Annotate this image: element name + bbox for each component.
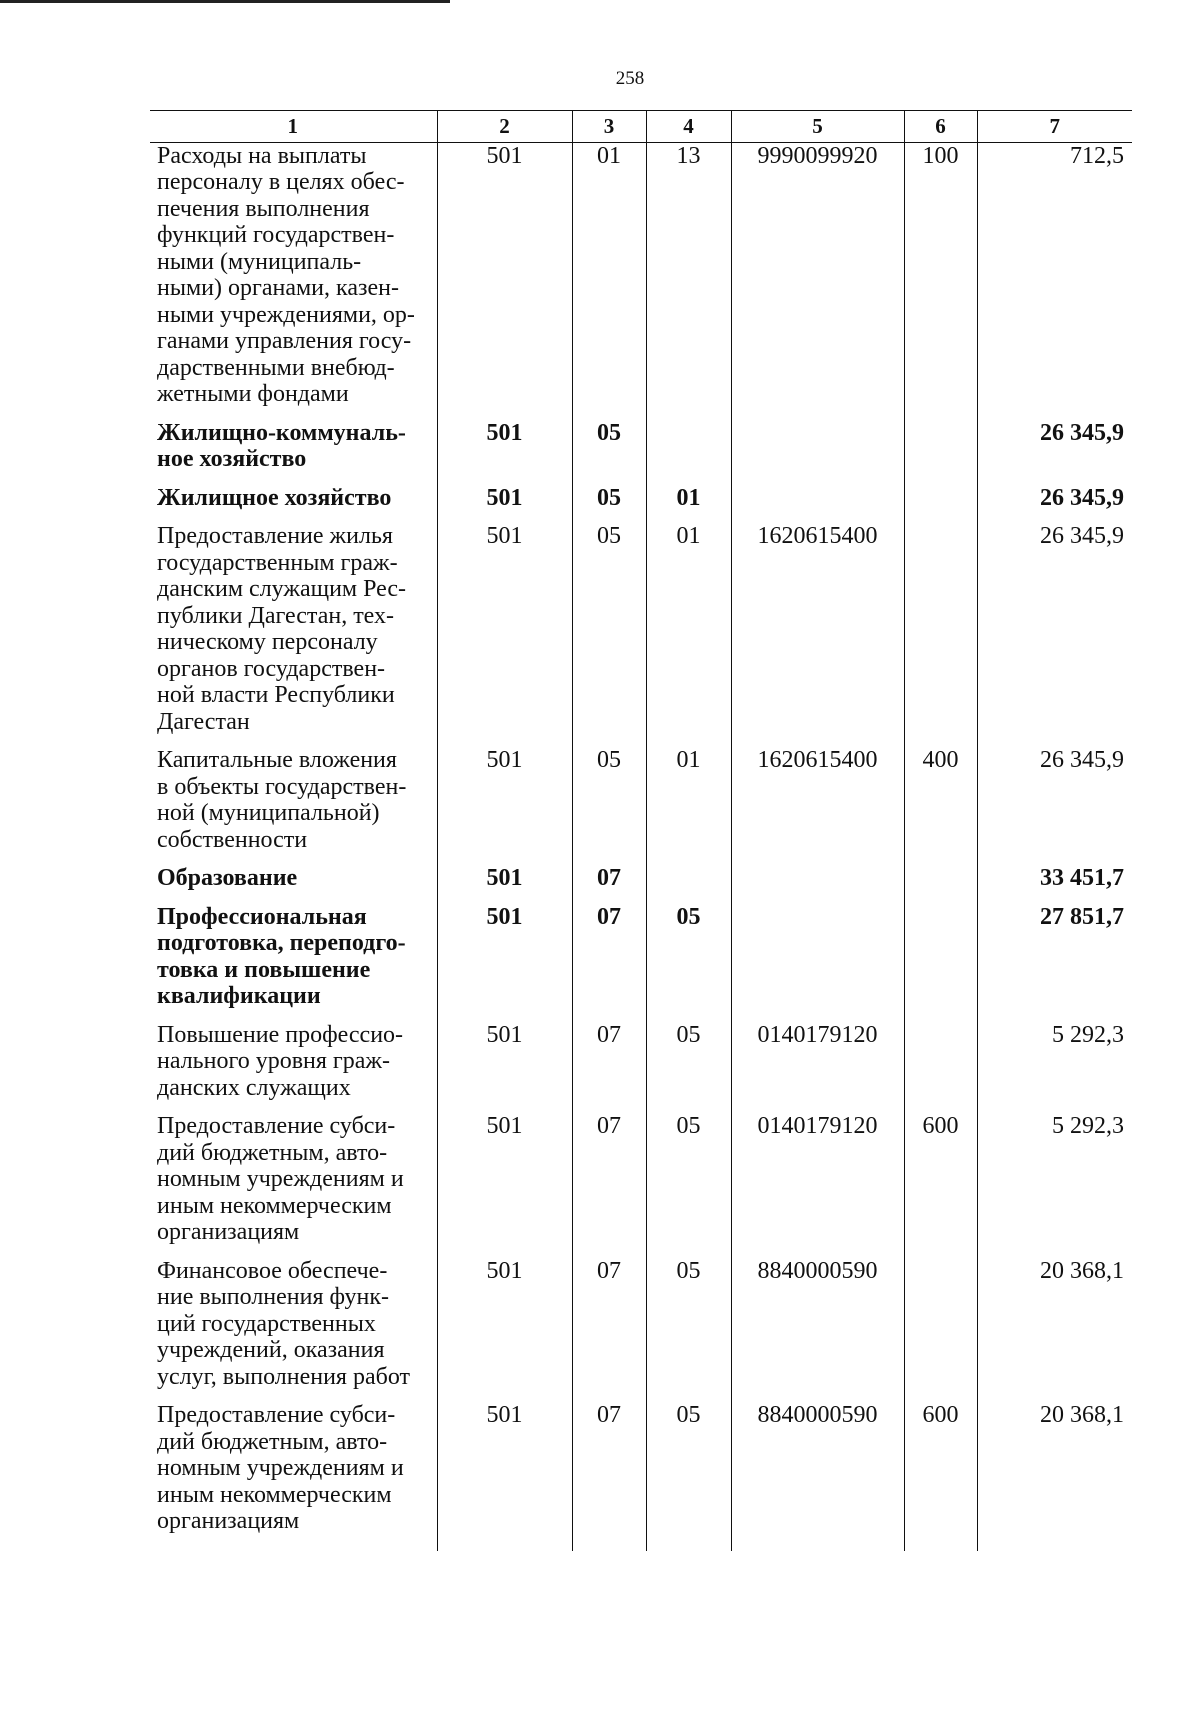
cell-target-article: 1620615400: [731, 523, 904, 747]
cell-amount: 26 345,9: [977, 747, 1132, 865]
cell-code: 501: [437, 1113, 572, 1258]
cell-expense-type: [904, 865, 977, 904]
cell-amount: 33 451,7: [977, 865, 1132, 904]
column-header: 4: [646, 111, 731, 143]
cell-section: 07: [572, 1113, 646, 1258]
row-description: Образование: [157, 865, 298, 891]
cell-subsection: 13: [646, 142, 731, 420]
cell-code: 501: [437, 904, 572, 1022]
cell-expense-type: [904, 523, 977, 747]
cell-code: 501: [437, 142, 572, 420]
table-row: [150, 420, 1132, 485]
cell-expense-type: [904, 904, 977, 1022]
cell-subsection: 01: [646, 523, 731, 747]
cell-target-article: 0140179120: [731, 1113, 904, 1258]
scan-top-edge: [0, 0, 450, 3]
cell-section: 07: [572, 1022, 646, 1114]
cell-expense-type: [904, 1022, 977, 1114]
cell-expense-type: 600: [904, 1402, 977, 1551]
cell-section: 07: [572, 865, 646, 904]
cell-code: 501: [437, 1258, 572, 1403]
budget-table: [150, 110, 1132, 1551]
row-description: Капитальные вложения в объекты государствен- ной (муниципальной) собственности: [157, 747, 407, 853]
cell-amount: 20 368,1: [977, 1258, 1132, 1403]
row-description: Предоставление субси- дий бюджетным, авто- номным учреждениям и иным некоммерческим организациям: [157, 1402, 404, 1534]
table-row: [150, 865, 1132, 904]
column-header: 7: [977, 111, 1132, 143]
table-header-row: [150, 111, 1132, 143]
cell-subsection: 01: [646, 485, 731, 524]
row-description: Предоставление субси- дий бюджетным, авто- номным учреждениям и иным некоммерческим организациям: [157, 1113, 404, 1245]
cell-expense-type: [904, 1258, 977, 1403]
cell-target-article: [731, 904, 904, 1022]
cell-amount: 26 345,9: [977, 420, 1132, 485]
cell-section: 07: [572, 904, 646, 1022]
cell-amount: 27 851,7: [977, 904, 1132, 1022]
table-row: [150, 1022, 1132, 1114]
cell-target-article: 8840000590: [731, 1402, 904, 1551]
cell-code: 501: [437, 1402, 572, 1551]
cell-subsection: 01: [646, 747, 731, 865]
cell-section: 05: [572, 747, 646, 865]
column-header: 2: [437, 111, 572, 143]
table-row: [150, 1402, 1132, 1551]
cell-amount: 26 345,9: [977, 485, 1132, 524]
cell-target-article: 0140179120: [731, 1022, 904, 1114]
cell-section: 05: [572, 485, 646, 524]
row-description: Профессиональная подготовка, переподго- товка и повышение квалификации: [157, 903, 406, 1009]
cell-section: 05: [572, 523, 646, 747]
cell-code: 501: [437, 1022, 572, 1114]
cell-subsection: 05: [646, 1113, 731, 1258]
cell-subsection: [646, 420, 731, 485]
cell-amount: 5 292,3: [977, 1022, 1132, 1114]
table-row: [150, 1113, 1132, 1258]
row-description: Финансовое обеспече- ние выполнения функ- ций государственных учреждений, оказания услуг, выполнения работ: [157, 1257, 410, 1390]
row-description: Жилищное хозяйство: [157, 484, 392, 511]
cell-target-article: [731, 865, 904, 904]
table-row: [150, 485, 1132, 524]
cell-target-article: 8840000590: [731, 1258, 904, 1403]
column-header: 6: [904, 111, 977, 143]
cell-section: 07: [572, 1258, 646, 1403]
cell-amount: 5 292,3: [977, 1113, 1132, 1258]
cell-expense-type: 600: [904, 1113, 977, 1258]
column-header: 1: [150, 111, 437, 143]
cell-target-article: [731, 420, 904, 485]
row-description: Повышение профессио- нального уровня граж- данских служащих: [157, 1021, 404, 1101]
cell-code: 501: [437, 485, 572, 524]
row-description: Расходы на выплаты персоналу в целях обес- печения выполнения функций государствен- ными (муниципаль- ными) органами, казен- ными учреждениями, ор- ганами управления госу- дарственными внебюд- жетными фондами: [157, 142, 415, 407]
cell-amount: 26 345,9: [977, 523, 1132, 747]
table-row: [150, 523, 1132, 747]
row-description: Предоставление жилья государственным граж- данским служащим Рес- публики Дагестан, тех- ническому персоналу органов государствен- ной власти Республики Дагестан: [157, 523, 407, 735]
cell-expense-type: [904, 420, 977, 485]
cell-target-article: [731, 485, 904, 524]
table-row: [150, 142, 1132, 420]
cell-section: 01: [572, 142, 646, 420]
table-row: [150, 1258, 1132, 1403]
cell-subsection: 05: [646, 1258, 731, 1403]
cell-target-article: 9990099920: [731, 142, 904, 420]
cell-section: 05: [572, 420, 646, 485]
cell-code: 501: [437, 420, 572, 485]
cell-subsection: 05: [646, 904, 731, 1022]
cell-expense-type: 400: [904, 747, 977, 865]
cell-code: 501: [437, 865, 572, 904]
cell-code: 501: [437, 523, 572, 747]
table-row: [150, 747, 1132, 865]
cell-section: 07: [572, 1402, 646, 1551]
page-number: 258: [615, 68, 645, 89]
column-header: 5: [731, 111, 904, 143]
cell-subsection: 05: [646, 1402, 731, 1551]
cell-amount: 712,5: [977, 142, 1132, 420]
table-row: [150, 904, 1132, 1022]
cell-expense-type: 100: [904, 142, 977, 420]
column-header: 3: [572, 111, 646, 143]
cell-code: 501: [437, 747, 572, 865]
cell-subsection: [646, 865, 731, 904]
cell-subsection: 05: [646, 1022, 731, 1114]
row-description: Жилищно-коммуналь- ное хозяйство: [157, 419, 406, 472]
cell-amount: 20 368,1: [977, 1402, 1132, 1551]
cell-target-article: 1620615400: [731, 747, 904, 865]
cell-expense-type: [904, 485, 977, 524]
